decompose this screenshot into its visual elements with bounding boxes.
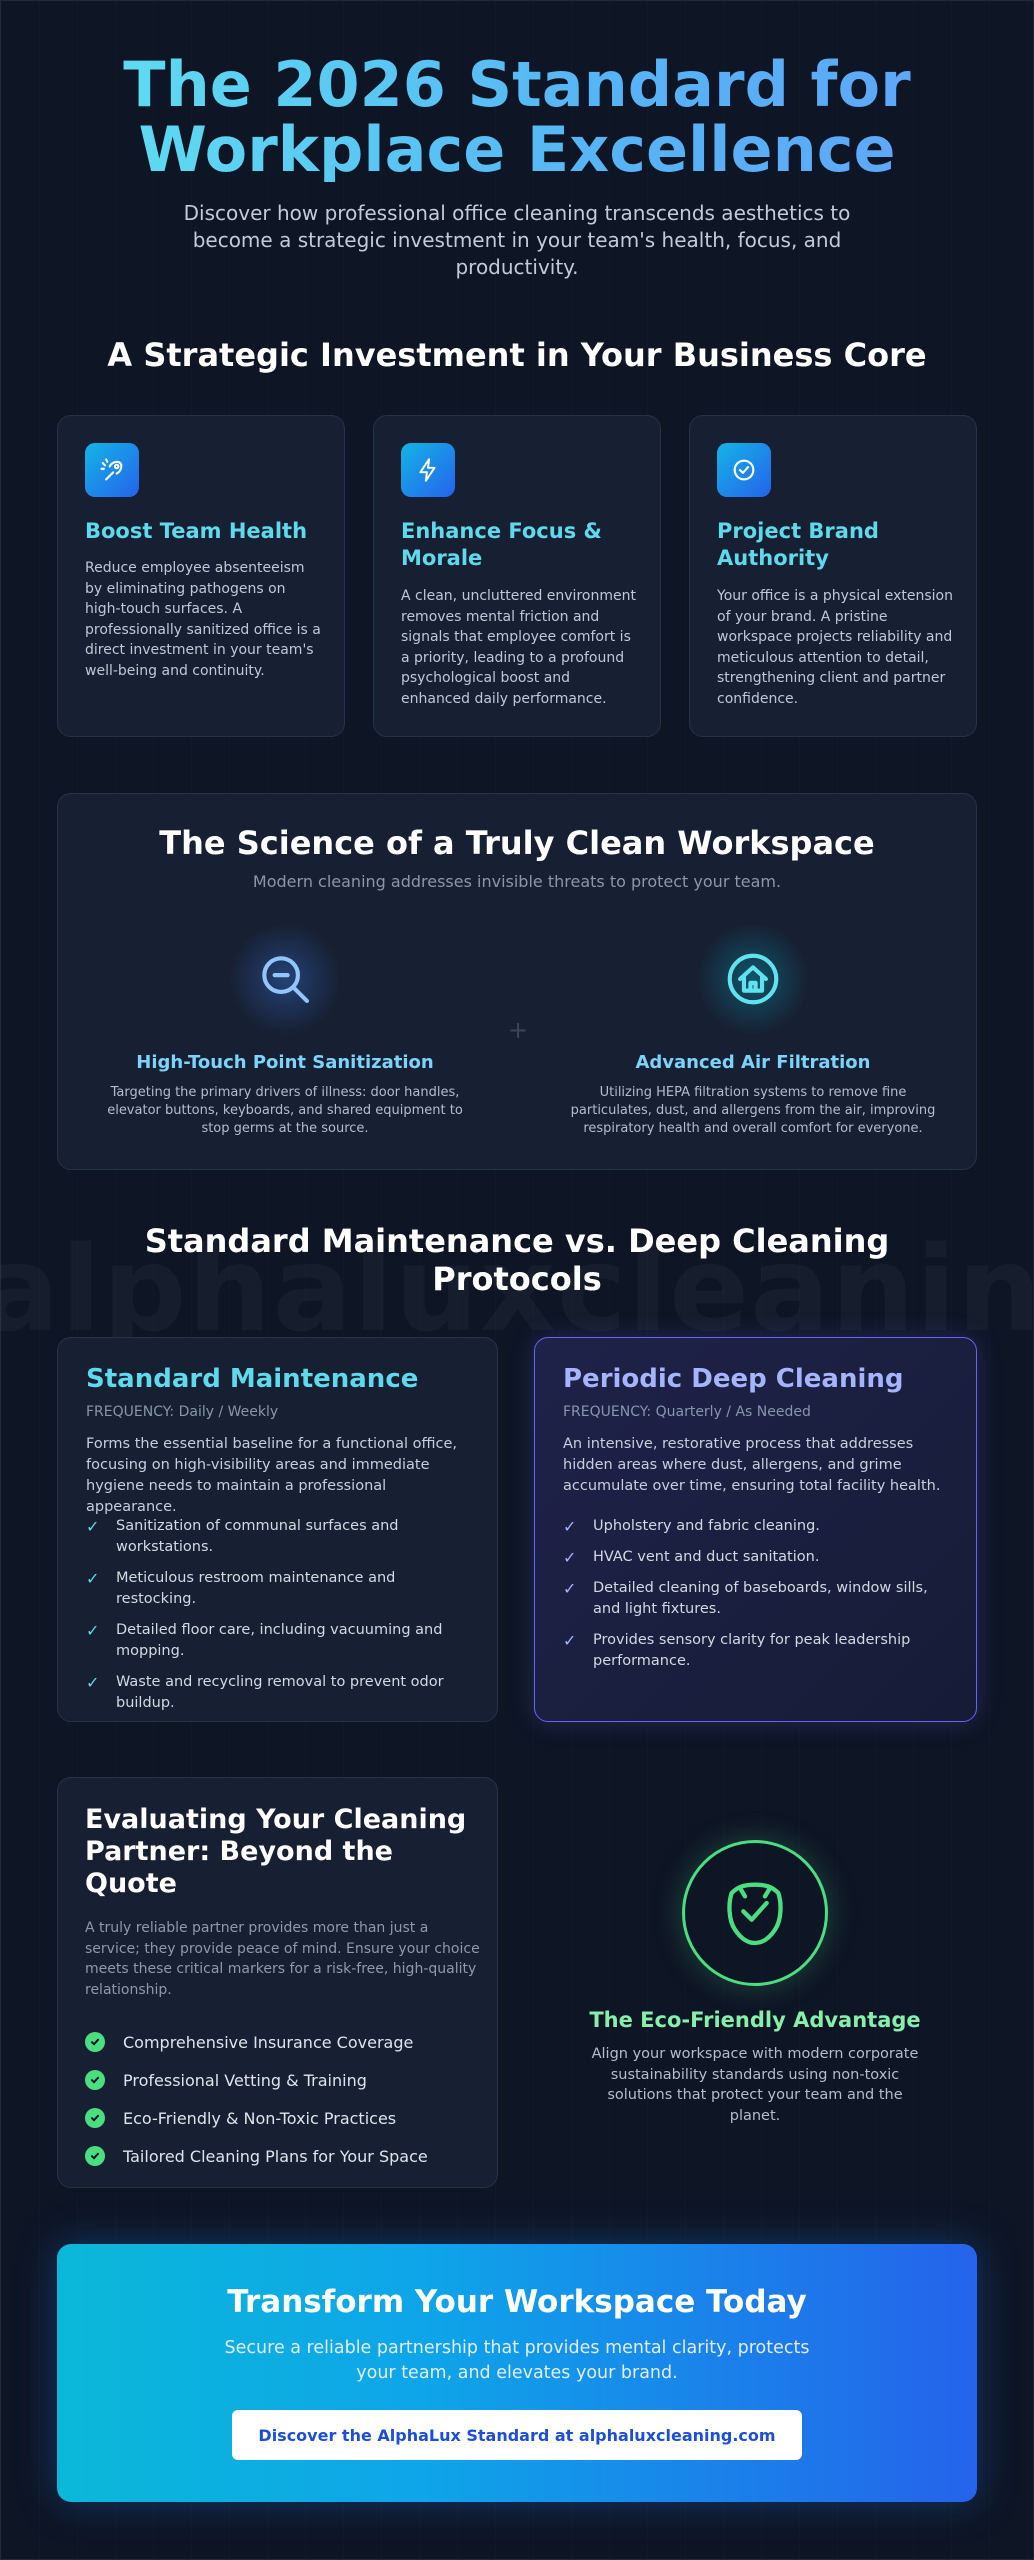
check-circle-icon bbox=[85, 2070, 105, 2090]
list-item: ✓ Provides sensory clarity for peak leadership performance. bbox=[563, 1630, 953, 1672]
feature-body: Your office is a physical extension of your brand. A pristine workspace projects reliability and meticulous attention to detail, strengthening client and partner confidence. bbox=[717, 588, 953, 707]
list-item: ✓ HVAC vent and duct sanitation. bbox=[563, 1548, 820, 1567]
science-title: The Science of a Truly Clean Workspace bbox=[159, 824, 875, 862]
eco-title: The Eco-Friendly Advantage bbox=[589, 2008, 921, 2032]
science-item-title: Advanced Air Filtration bbox=[635, 1052, 871, 1073]
sanitize-spray-icon bbox=[85, 443, 139, 497]
feature-card-health bbox=[57, 415, 345, 737]
leaf-shield-icon bbox=[682, 1840, 828, 1986]
check-icon: ✓ bbox=[86, 1621, 100, 1640]
list-item: ✓ Meticulous restroom maintenance and restocking. bbox=[86, 1568, 476, 1610]
science-item-body: Targeting the primary drivers of illness: door handles, elevator buttons, keyboards, and shared equipment to stop germs at the source. bbox=[107, 1085, 463, 1136]
feature-card-focus bbox=[373, 415, 661, 737]
plus-divider-icon: + bbox=[508, 1016, 529, 1044]
check-circle-icon bbox=[85, 2108, 105, 2128]
plan-description: An intensive, restorative process that addresses hidden areas where dust, allergens, and grime accumulate over time, ensuring total facility health. bbox=[563, 1436, 941, 1494]
evaluate-title: Evaluating Your Cleaning Partner: Beyond the Quote bbox=[85, 1804, 467, 1899]
list-item: ✓ Waste and recycling removal to prevent odor buildup. bbox=[86, 1672, 476, 1714]
hero-title: The 2026 Standard for Workplace Excellence bbox=[60, 52, 974, 182]
check-icon: ✓ bbox=[563, 1548, 577, 1567]
feature-title: Project Brand Authority bbox=[717, 519, 879, 570]
feature-card-brand bbox=[689, 415, 977, 737]
plan-checklist bbox=[563, 1516, 953, 1682]
check-icon: ✓ bbox=[86, 1569, 100, 1588]
list-item: ✓ Detailed floor care, including vacuuming and mopping. bbox=[86, 1620, 476, 1662]
compare-section-title: Standard Maintenance vs. Deep Cleaning Protocols bbox=[144, 1222, 890, 1298]
lightning-bolt-icon bbox=[401, 443, 455, 497]
list-item: Professional Vetting & Training bbox=[85, 2061, 428, 2099]
deep-cleaning-card bbox=[534, 1337, 977, 1722]
list-item: ✓ Upholstery and fabric cleaning. bbox=[563, 1517, 820, 1536]
check-icon: ✓ bbox=[86, 1517, 100, 1536]
list-item: Eco-Friendly & Non-Toxic Practices bbox=[85, 2099, 428, 2137]
check-icon: ✓ bbox=[563, 1517, 577, 1536]
science-subtitle: Modern cleaning addresses invisible threats to protect your team. bbox=[252, 872, 782, 891]
list-item: ✓ Detailed cleaning of baseboards, window sills, and light fixtures. bbox=[563, 1578, 953, 1620]
feature-title: Enhance Focus & Morale bbox=[401, 519, 602, 570]
check-icon: ✓ bbox=[86, 1673, 100, 1692]
feature-body: A clean, uncluttered environment removes mental friction and signals that employee comfort is a priority, leading to a profound psychological boost and enhanced daily performance. bbox=[401, 588, 636, 707]
check-icon: ✓ bbox=[563, 1631, 577, 1650]
check-circle-icon bbox=[85, 2032, 105, 2052]
plan-title: Standard Maintenance bbox=[86, 1364, 419, 1394]
air-purifier-home-icon bbox=[698, 924, 808, 1034]
plan-description: Forms the essential baseline for a functional office, focusing on high-visibility areas and immediate hygiene needs to maintain a professional appearance. bbox=[86, 1436, 458, 1515]
plan-title: Periodic Deep Cleaning bbox=[563, 1364, 904, 1394]
list-item: ✓ Sanitization of communal surfaces and workstations. bbox=[86, 1516, 476, 1558]
cta-banner bbox=[57, 2244, 977, 2502]
plan-frequency: FREQUENCY: Quarterly / As Needed bbox=[563, 1404, 811, 1420]
plan-checklist bbox=[86, 1516, 476, 1724]
cta-button[interactable]: Discover the AlphaLux Standard at alphaluxcleaning.com bbox=[232, 2410, 802, 2460]
eco-body: Align your workspace with modern corporate sustainability standards using non-toxic solutions that protect your team and the planet. bbox=[591, 2046, 919, 2124]
evaluate-checklist bbox=[85, 2023, 428, 2175]
feature-body: Reduce employee absenteeism by eliminating pathogens on high-touch surfaces. A professionally sanitized office is a direct investment in your team's well-being and continuity. bbox=[85, 560, 321, 679]
list-item: Tailored Cleaning Plans for Your Space bbox=[85, 2137, 428, 2175]
cta-subtitle: Secure a reliable partnership that provides mental clarity, protects your team, and elevates your brand. bbox=[224, 2338, 810, 2383]
cta-title: Transform Your Workspace Today bbox=[227, 2284, 807, 2320]
hero-subtitle: Discover how professional office cleaning transcends aesthetics to become a strategic investment in your team's health, focus, and productivity. bbox=[183, 201, 851, 279]
science-item-body: Utilizing HEPA filtration systems to remove fine particulates, dust, and allergens from the air, improving respiratory health and overall comfort for everyone. bbox=[570, 1085, 936, 1136]
list-item: Comprehensive Insurance Coverage bbox=[85, 2023, 428, 2061]
plan-frequency: FREQUENCY: Daily / Weekly bbox=[86, 1404, 279, 1420]
check-icon: ✓ bbox=[563, 1579, 577, 1598]
science-panel bbox=[57, 793, 977, 1170]
evaluate-description: A truly reliable partner provides more than just a service; they provide peace of mind. Ensure your choice meets these critical markers for a risk-free, high-quality relationship. bbox=[85, 1920, 480, 1998]
evaluate-partner-card bbox=[57, 1777, 498, 2188]
investment-section-title: A Strategic Investment in Your Business Core bbox=[107, 336, 927, 374]
magnifier-icon bbox=[230, 924, 340, 1034]
badge-check-icon bbox=[717, 443, 771, 497]
feature-title: Boost Team Health bbox=[85, 519, 308, 543]
standard-maintenance-card bbox=[57, 1337, 498, 1722]
science-item-title: High-Touch Point Sanitization bbox=[136, 1052, 434, 1073]
check-circle-icon bbox=[85, 2146, 105, 2166]
